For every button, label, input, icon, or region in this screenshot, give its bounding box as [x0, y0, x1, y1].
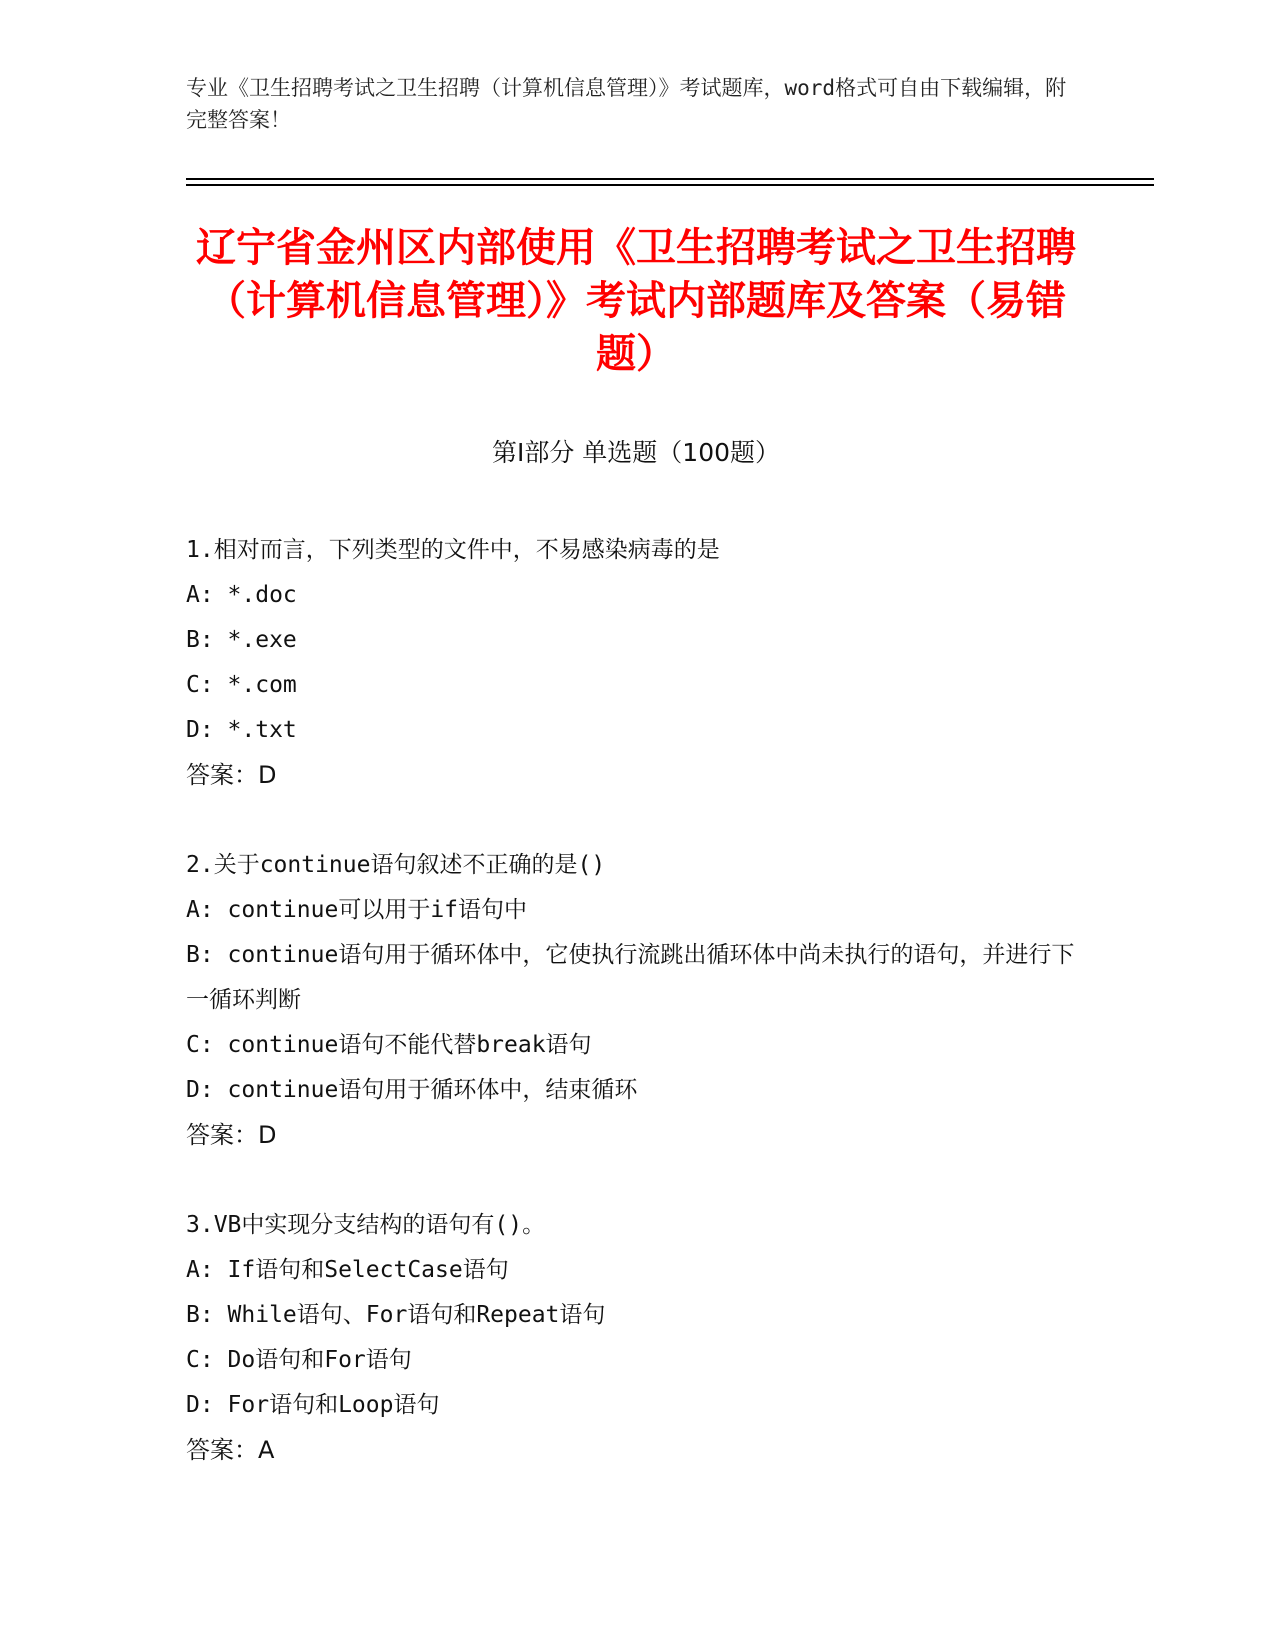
question-3 [186, 1203, 1086, 1473]
option-d: D: *.txt [186, 717, 297, 743]
option-d: D: For语句和Loop语句 [186, 1392, 440, 1418]
option-b: B: continue语句用于循环体中，它使执行流跳出循环体中尚未执行的语句，并进行下一循环判断 [186, 942, 1075, 1013]
option-b: B: While语句、For语句和Repeat语句 [186, 1302, 606, 1328]
question-1 [186, 528, 1086, 798]
question-stem: 1.相对而言，下列类型的文件中，不易感染病毒的是 [186, 537, 720, 563]
option-a: A: *.doc [186, 582, 297, 608]
question-list [186, 528, 1086, 1518]
question-stem: 3.VB中实现分支结构的语句有()。 [186, 1212, 546, 1238]
answer: 答案：D [186, 1121, 277, 1149]
option-c: C: continue语句不能代替break语句 [186, 1032, 592, 1058]
divider-line-top [186, 178, 1154, 180]
option-a: A: If语句和SelectCase语句 [186, 1257, 509, 1283]
question-2 [186, 843, 1086, 1158]
header-note: 专业《卫生招聘考试之卫生招聘（计算机信息管理）》考试题库，word格式可自由下载编辑，附完整答案！ [186, 76, 1067, 132]
answer: 答案：A [186, 1436, 275, 1464]
option-c: C: Do语句和For语句 [186, 1347, 412, 1373]
option-c: C: *.com [186, 672, 297, 698]
option-a: A: continue可以用于if语句中 [186, 897, 528, 923]
option-b: B: *.exe [186, 627, 297, 653]
question-stem: 2.关于continue语句叙述不正确的是() [186, 852, 606, 878]
divider-line-bottom [186, 184, 1154, 186]
document-title: 辽宁省金州区内部使用《卫生招聘考试之卫生招聘（计算机信息管理）》考试内部题库及答案（易错题） [196, 225, 1076, 377]
option-d: D: continue语句用于循环体中，结束循环 [186, 1077, 638, 1103]
answer: 答案：D [186, 761, 277, 789]
section-title: 第I部分 单选题（100题） [491, 438, 781, 467]
